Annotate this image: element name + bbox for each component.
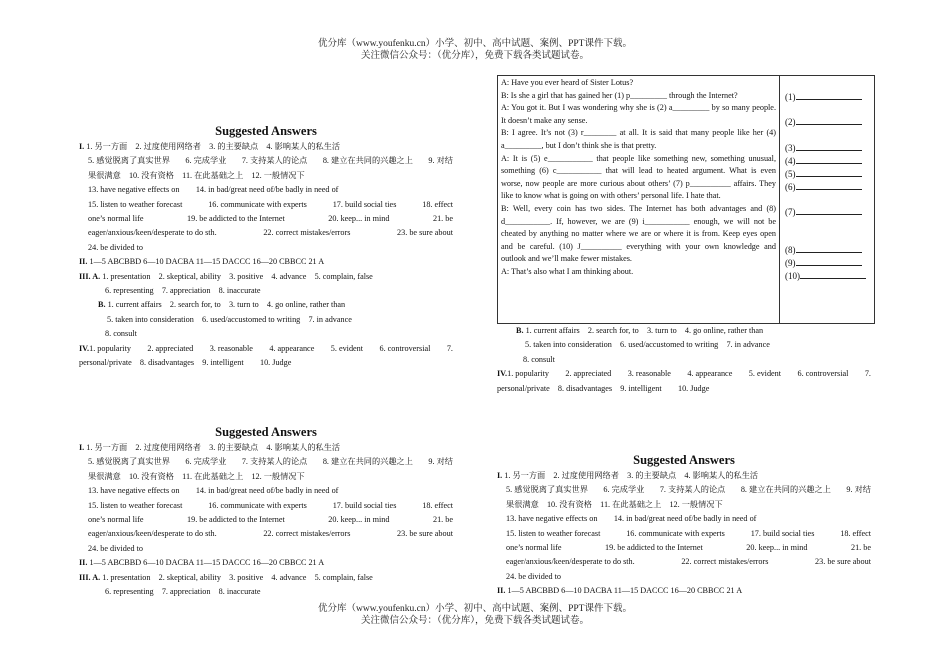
page-header (0, 38, 950, 62)
dialogue-line: A: That’s also what I am thinking about. (501, 266, 634, 276)
dialogue-line: A: It is (5) e___________ that people like something new, something unusual, something (6) c___________ that will lead to heated argument. What is even worse, now people are more curious about others’ (7) p__________ affairs. They like to know what is going on with others’ personal life. I hate that. (501, 153, 776, 201)
dialogue-text (498, 76, 780, 323)
dialogue-line: A: You got it. But I was wondering why she is (2) a_________ by so many people. It doesn’t make any sense. (501, 103, 776, 125)
section-I-label: I. (79, 142, 85, 151)
section-I-line-b: 5. 感觉脱离了真实世界 6. 完成学业 7. 支持某人的论点 8. 建立在共同的兴趣之上 9. 对结 (88, 156, 453, 166)
section-I-line-h: 24. be divided to (88, 242, 144, 252)
dialogue-line: A: Have you ever heard of Sister Lotus? (501, 78, 634, 87)
section-I-line-c: 果很满意 10. 没有资格 11. 在此基础之上 12. 一般情况下 (88, 170, 305, 180)
section-I-line-e: 15. listen to weather forecast 16. communicate with experts 17. build social ties 18. effect (88, 199, 453, 209)
answer-blank-4[interactable]: (4) (785, 154, 862, 168)
answer-blank-9[interactable]: (9) (785, 256, 862, 270)
section-III-B-line-3: 8. consult (105, 329, 137, 339)
section-I-line-f: one’s normal life 19. be addicted to the Internet 20. keep... in mind 21. be (88, 214, 453, 224)
section-III-B-line-2: 5. taken into consideration 6. used/accustomed to writing 7. in advance (107, 314, 352, 324)
footer-line-2: 关注微信公众号：（优分库），免费下载各类试题试卷。 (360, 616, 589, 626)
answer-blank-8[interactable]: (8) (785, 243, 862, 257)
section-I-line-g: eager/anxious/keen/desperate to do sth. 22. correct mistakes/errors 23. be sure about (88, 228, 453, 238)
header-line-2: 关注微信公众号：（优分库），免费下载各类试题试卷。 (360, 51, 589, 61)
dialogue-line: B: Well, every coin has two sides. The Internet has both advantages and (8) d___________. If, however, we are (9) i___________ enough, we will not be cheated by anything no matter where we are or where it is from. Keep eyes open and be careful. (10) J__________ everything with your own knowledge and outlook and we’ll make fewer mistakes. (501, 203, 776, 264)
footer-line-1: 优分库（www.youfenku.cn）小学、初中、高中试题、案例、PPT课件下载。 (318, 604, 632, 614)
answers-block-bottom-right: Suggested Answers I. 1. 另一方面 2. 过度使用网络者 3. 的主要缺点 4. 影响某人的私生活 5. 感觉脱离了真实世界 6. 完成学业 7. 支持某人的论点 8. 建立在共同的兴趣之上 9. 对结 果很满意 10. 没有资格 11. 在此基础之上 12. 一般情况下 13. have negative effects on 14. in bad/great need of/be badly in need of 15. listen to weather forecast 16. communicate with experts 17. build social ties 18. effect one’s normal life 19. be addicted to the Internet 20. keep... in mind 21. be eager/anxious/keen/desperate to do sth. 22. correct mistakes/errors 23. be sure about 24. be divided to II. 1—5 ABCBBD 6—10 DACBA 11—15 DACCC 16—20 CBBCC 21 A (497, 453, 871, 596)
answer-blank-10[interactable]: (10) (785, 269, 866, 283)
answers-continuation-right: B. 1. current affairs 2. search for, to 3. turn to 4. go online, rather than 5. taken into consideration 6. used/accustomed to writing 7. in advance 8. consult IV.1. popularity 2. appreciated 3. reasonable 4. appearance 5. evident 6. controversial 7. personal/private 8. disadvantages 9. intelligent 10. Judge (497, 326, 871, 393)
section-III-label: III. A. (79, 271, 101, 281)
answer-blank-7[interactable]: (7) (785, 205, 862, 219)
section-IV-line-a: IV.1. popularity 2. appreciated 3. reasonable 4. appearance 5. evident 6. controversial 7. (79, 343, 453, 353)
section-I-line-a: 1. 另一方面 2. 过度使用网络者 3. 的主要缺点 4. 影响某人的私生活 (86, 142, 341, 151)
dialogue-line: B: I agree. It’s not (3) r________ at all. It is said that many people like her (4) a_________, but I don’t think she is that pretty. (501, 128, 776, 150)
answers-block-bottom-left: Suggested Answers I. 1. 另一方面 2. 过度使用网络者 3. 的主要缺点 4. 影响某人的私生活 5. 感觉脱离了真实世界 6. 完成学业 7. 支持某人的论点 8. 建立在共同的兴趣之上 9. 对结 果很满意 10. 没有资格 11. 在此基础之上 12. 一般情况下 13. have negative effects on 14. in bad/great need of/be badly in need of 15. listen to weather forecast 16. communicate with experts 17. build social ties 18. effect one’s normal life 19. be addicted to the Internet 20. keep... in mind 21. be eager/anxious/keen/desperate to do sth. 22. correct mistakes/errors 23. be sure about 24. be divided to II. 1—5 ABCBBD 6—10 DACBA 11—15 DACCC 16—20 CBBCC 21 A III. A. 1. presentation 2. skeptical, ability 3. positive 4. advance 5. complain, false 6. representing 7. appreciation 8. inaccurate (79, 425, 453, 597)
section-I-line-b: 5. 感觉脱离了真实世界 6. 完成学业 7. 支持某人的论点 8. 建立在共同的兴趣之上 9. 对结 (88, 457, 453, 467)
answers-title: Suggested Answers (215, 425, 317, 439)
section-II-label: II. (79, 257, 88, 267)
answer-blank-2[interactable]: (2) (785, 115, 862, 129)
section-II-line: 1—5 ABCBBD 6—10 DACBA 11—15 DACCC 16—20 CBBCC 21 A (89, 257, 325, 267)
answer-blank-1[interactable]: (1) (785, 90, 862, 104)
section-IV-line-b: personal/private 8. disadvantages 9. intelligent 10. Judge (79, 358, 292, 368)
section-III-B-line-1: 1. current affairs 2. search for, to 3. turn to 4. go online, rather than (107, 300, 346, 310)
section-III-A-line-2: 6. representing 7. appreciation 8. inaccurate (105, 286, 261, 296)
answer-blanks (781, 76, 874, 323)
answers-title: Suggested Answers (633, 453, 735, 467)
answer-blank-5[interactable]: (5) (785, 167, 862, 181)
section-III-B-label: B. (98, 300, 106, 310)
dialogue-line: B: Is she a girl that has gained her (1) p_________ through the Internet? (501, 90, 738, 100)
answer-blank-6[interactable]: (6) (785, 180, 862, 194)
section-III-A-line-1: 1. presentation 2. skeptical, ability 3. positive 4. advance 5. complain, false (102, 271, 373, 281)
answers-block-top-left (79, 123, 453, 371)
dialogue-table (497, 75, 875, 324)
section-I-line-d: 13. have negative effects on 14. in bad/great need of/be badly in need of (88, 185, 339, 195)
answers-title: Suggested Answers (215, 124, 317, 138)
page-footer (0, 603, 950, 627)
header-line-1: 优分库（www.youfenku.cn）小学、初中、高中试题、案例、PPT课件下载。 (318, 39, 632, 49)
answer-blank-3[interactable]: (3) (785, 141, 862, 155)
